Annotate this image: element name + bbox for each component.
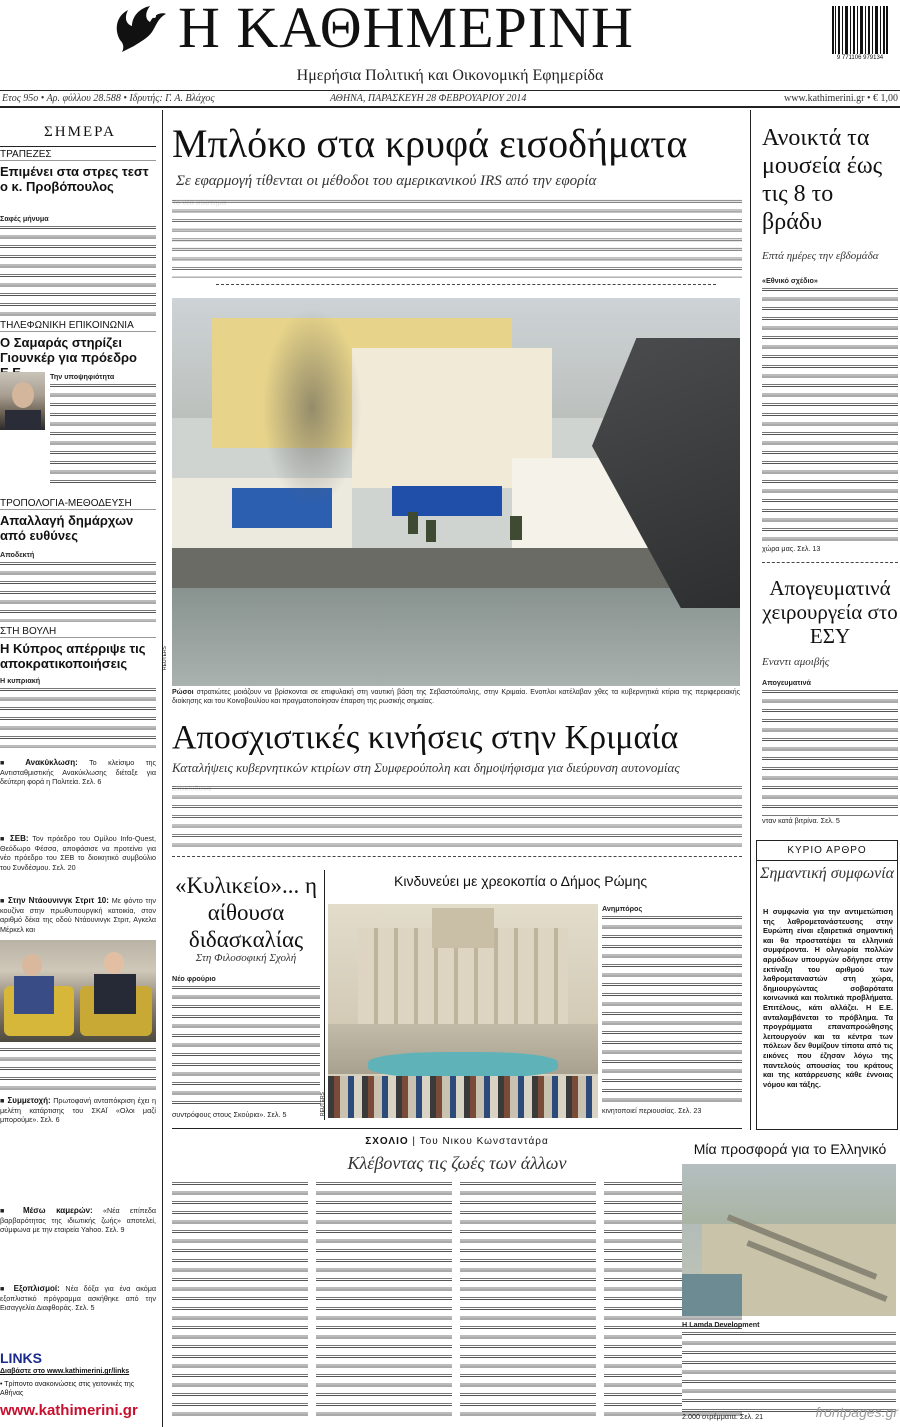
masthead (0, 0, 900, 108)
museums-divider (762, 562, 898, 563)
offer-headline[interactable]: Μία προσφορά για το Ελληνικό (693, 1141, 887, 1157)
bullet-downing: ■ Στην Ντάουνινγκ Στριτ 10: Με φόντο την κουζίνα στην πρωθυπουργική κατοικία, στον αριθμό δέκα της οδού Ντάουνινγκ Στριτ, Αγκελα Μέρκελ και (0, 896, 156, 934)
museums-end: χώρα μας. Σελ. 13 (762, 544, 821, 553)
editorial-headline[interactable]: Σημαντική συμφωνία (759, 865, 895, 882)
bullet-square-icon: ■ (0, 834, 10, 843)
bullet-square-icon: ■ (0, 1206, 24, 1215)
rome-body: Ανημπόρος κινητοποιεί περιουσίας. Σελ. 23 (602, 904, 742, 1118)
bullet-cameras: ■ Μέσω καμερών: «Νέα επίπεδα βαρβαρότητας της ιδιωτικής ζωής» αποτελεί, σύμφωνα με την εταιρεία Yahoo. Σελ. 9 (0, 1206, 156, 1235)
sidebar-headline-cyprus[interactable]: Η Κύπρος απέρριψε τις αποκρατικοποιήσεις (0, 641, 146, 671)
portrait-juncker-photo (0, 372, 45, 430)
sidebar-divider (162, 110, 163, 1427)
surgery-headline[interactable]: Απογευματινά χειρουργεία στο ΕΣΥ (762, 576, 898, 648)
lead-divider (216, 284, 716, 285)
sidebar-text-banks: Σαφές μήνυμα (0, 214, 156, 320)
comment-rule-top (172, 1128, 742, 1129)
crimea-photo-credit: REUTERS (162, 646, 168, 670)
masthead-rule-bottom (0, 106, 900, 108)
lead-body (172, 198, 742, 278)
offer-body: H Lamda Development 2.000 στρέμματα. Σελ. 21 (682, 1320, 896, 1424)
sidebar-title: ΣΗΜΕΡΑ (44, 124, 116, 140)
rome-headline[interactable]: Κινδυνεύει με χρεοκοπία ο Δήμος Ρώμης (394, 873, 648, 889)
sidebar-headline-mayors[interactable]: Απαλλαγή δημάρχων από ευθύνες (0, 513, 134, 543)
sidebar-text-mayors: Αποδεκτή (0, 550, 156, 622)
crimea-photo (172, 298, 740, 686)
museums-subhead: Επτά ημέρες την εβδομάδα (762, 250, 879, 262)
merkel-cameron-photo (0, 940, 156, 1042)
lead-headline[interactable]: Μπλόκο στα κρυφά εισοδήματα (172, 121, 688, 166)
bullet-square-icon: ■ (0, 758, 26, 767)
sidebar-section-parliament: ΣΤΗ ΒΟΥΛΗ (0, 626, 156, 638)
bullet-armaments: ■ Εξοπλισμοί: Νέα δόξα για ένα ακόμα εξοπλιστικό πρόγραμμα ασκήθηκε από την Εισαγγελία Διαφθοράς. Σελ. 5 (0, 1284, 156, 1313)
bullet-participation: ■ Συμμετοχή: Πρωτοφανή ανταπόκριση έχει η μελέτη κατάρτισης του ΣΚΑΪ «Ολοι μαζί μπορούμε». Σελ. 6 (0, 1096, 156, 1125)
sidebar-title-rule (0, 146, 156, 147)
crimea-subhead: Καταλήψεις κυβερνητικών κτιρίων στη Συμφερούπολη και δημοψήφισμα για διεύρυνση αυτονομίας (172, 760, 680, 775)
crimea-divider (172, 856, 742, 857)
sidebar-section-banks: ΤΡΑΠΕΖΕΣ (0, 149, 156, 161)
offer-end: 2.000 στρέμματα. Σελ. 21 (682, 1412, 764, 1421)
links-title: LINKS (0, 1350, 42, 1366)
links-item[interactable]: • Τρίποντο ανακοινώσεις στις γειτονικές της Αθήνας (0, 1381, 135, 1397)
bullet-sev: ■ ΣΕΒ: Τον πρόεδρο του Ομίλου Info-Quest, Θεόδωρο Φέσσα, αποφάσισε να προτείνει για νέο πρόεδρο του ΣΕΒ το διοικητικό συμβούλιο του Συνδέσμου. Σελ. 20 (0, 834, 156, 872)
crimea-photo-caption: Ρώσοι στρατιώτες μοιάζουν να βρίσκονται σε επιφυλακή στη ναυτική βάση της Σεβαστούπολης, στην Κριμαία. Ενοπλοι κατέλαβαν χθες τα κυβερνητικά κτίρια της περιφερειακής διοίκησης και του Κοινοβουλίου και πραγματοποίησαν έπαρση της ρωσικής σημαίας. (172, 689, 740, 706)
rome-photo-credit: REUTERS (320, 1092, 326, 1116)
museums-headline[interactable]: Ανοικτά τα μουσεία έως τις 8 το βράδυ (762, 125, 883, 235)
rome-end: κινητοποιεί περιουσίας. Σελ. 23 (602, 1106, 702, 1115)
sidebar-section-amendment: ΤΡΟΠΟΛΟΓΙΑ-ΜΕΘΟΔΕΥΣΗ (0, 498, 156, 510)
footer-site-url[interactable]: www.kathimerini.gr (0, 1402, 138, 1419)
bullet-downing-cont (0, 1046, 156, 1090)
lead-subhead: Σε εφαρμογή τίθενται οι μέθοδοι του αμερικανικού IRS από την εφορία (176, 173, 597, 189)
frontpages-watermark: frontpages.gr (815, 1404, 898, 1420)
editorial-box (756, 840, 898, 1130)
meta-left: Ετος 95ο • Αρ. φύλλου 28.588 • Ιδρυτής: Γ. Α. Βλάχος (2, 93, 215, 104)
trevi-fountain-photo (328, 904, 598, 1118)
museums-body: «Εθνικό σχέδιο» χώρα μας. Σελ. 13 (762, 276, 898, 556)
bullet-square-icon: ■ (0, 896, 8, 905)
lyceum-headline[interactable]: «Κυλικείο»... η αίθουσα διδασκαλίας (174, 873, 318, 952)
masthead-rule-top (0, 90, 900, 91)
eagle-logo-icon (110, 2, 168, 54)
sidebar-today (0, 110, 160, 1427)
lyceum-end: συντρόφους στους Σκούρια». Σελ. 5 (172, 1110, 287, 1118)
bullet-recycling: ■ Ανακύκλωση: Το κλείσιμο της Αντισταθμιστικής Ανακύκλωσης διέταξε για δεύτερη φορά η Πολιτεία. Σελ. 6 (0, 758, 156, 787)
sidebar-text-samaras: Την υποψηφιότητα (50, 372, 156, 487)
comment-label: ΣΧΟΛΙΟ | Του Νικου Κωνσταντάρα (365, 1136, 549, 1147)
bullet-square-icon: ■ (0, 1284, 14, 1293)
barcode (830, 4, 890, 66)
lyceum-subhead: Στη Φιλοσοφική Σχολή (195, 952, 297, 964)
meta-center: ΑΘΗΝΑ, ΠΑΡΑΣΚΕΥΗ 28 ΦΕΒΡΟΥΑΡΙΟΥ 2014 (330, 93, 527, 104)
crimea-headline[interactable]: Αποσχιστικές κινήσεις στην Κριμαία (172, 719, 679, 756)
editorial-text: Η συμφωνία για την αντιμετώπιση της λαθρομετανάστευσης στην Ευρώπη είναι εξαιρετικά σημαντική και θα προστατέψει τα ελληνικά συμφέροντα. Η ολιγωρία πολλών αρμόδιων υπουργών οδήγησε στην εκτίναξη του αριθμού των λαθρομεταναστών στη χώρα, δημιουργώντας σοβαρότατα κοινωνικά και πολιτικά προβλήματα. Επιτέλους, κάτι αλλάζει. Η Ε.Ε. ανταλαμβάνεται το πρόβλημα. Τα προγράμματα επαναπροώθησης λειτουργούν και τα κέντρα των πόλεων δεν θυμίζουν τίποτα από τις εικόνες που έζησαν λόγω της παντελούς απουσίας του κράτους και της κατάρρευσης κάθε έννοιας νόμου και τάξης. (763, 907, 893, 1089)
barcode-number: 9 771106 979134 (836, 55, 884, 61)
sidebar-headline-samaras[interactable]: Ο Σαμαράς στηρίζει Γιουνκέρ για πρόεδρο (0, 335, 137, 365)
surgery-body: Απογευματινά νταν κατά βιτρίνα. Σελ. 5 (762, 678, 898, 828)
links-subtitle[interactable]: Διαβάστε στο www.kathimerini.gr/links (0, 1368, 130, 1375)
surgery-end: νταν κατά βιτρίνα. Σελ. 5 (762, 816, 840, 825)
comment-headline[interactable]: Κλέβοντας τις ζωές των άλλων (347, 1153, 567, 1173)
hellinikon-aerial-photo (682, 1164, 896, 1316)
right-col-divider (750, 110, 751, 1130)
editorial-label: ΚΥΡΙΟ ΑΡΘΡΟ (757, 845, 897, 861)
lyceum-divider (324, 870, 325, 1120)
lyceum-body: Νέο φρούριο συντρόφους στους Σκούρια». Σελ. 5 (172, 974, 320, 1118)
sidebar-section-phone: ΤΗΛΕΦΩΝΙΚΗ ΕΠΙΚΟΙΝΩΝΙΑ (0, 320, 156, 332)
tagline: Ημερήσια Πολιτική και Οικονομική Εφημερίδα (296, 67, 604, 84)
comment-body (172, 1180, 742, 1420)
surgery-subhead: Εναντι αμοιβής (762, 656, 830, 668)
sidebar-text-cyprus: Η κυπριακή (0, 676, 156, 748)
bullet-square-icon: ■ (0, 1096, 8, 1105)
crimea-body (172, 784, 742, 848)
barcode-icon (832, 6, 888, 54)
sidebar-headline-banks[interactable]: Επιμένει στα στρες τεστ ο κ. Προβόπουλος (0, 164, 149, 194)
meta-right[interactable]: www.kathimerini.gr • € 1,00 (784, 93, 898, 104)
logo-title[interactable]: Η ΚΑΘΗΜΕΡΙΝΗ (178, 0, 634, 60)
